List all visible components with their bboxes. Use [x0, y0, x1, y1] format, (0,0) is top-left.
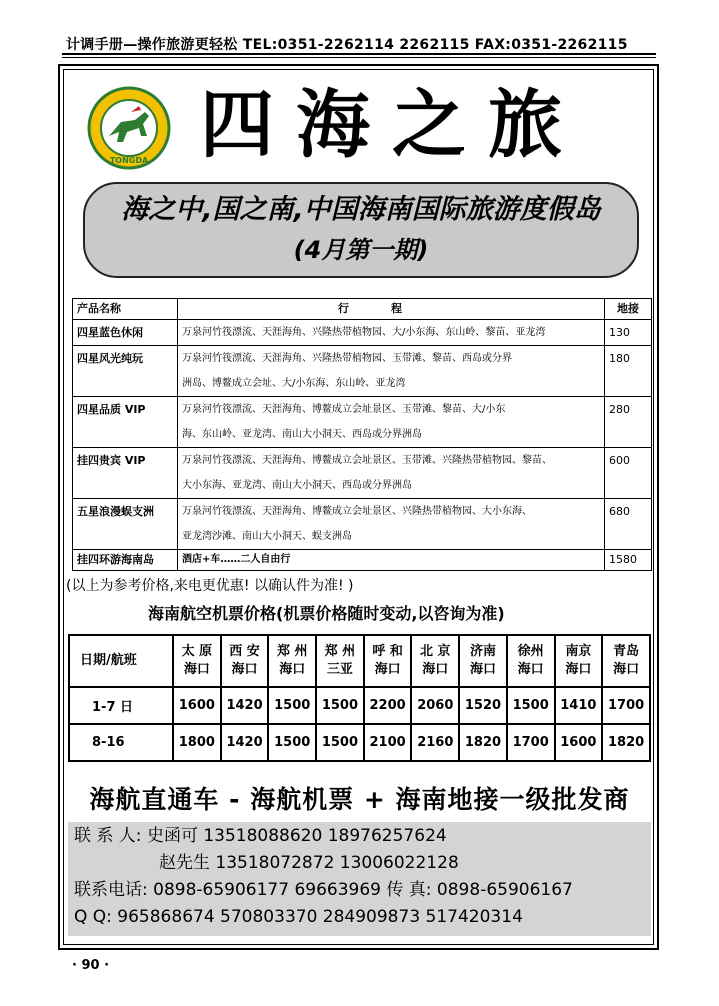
route-col: 南京 海口	[555, 635, 603, 687]
slogan-line-2: (4月第一期)	[293, 236, 429, 264]
header-bar: 计调手册—操作旅游更轻松 TEL:0351-2262114 2262115 FAX:0351-2262115	[66, 37, 628, 53]
airfare-price: 1820	[459, 724, 507, 761]
table-row	[73, 550, 652, 571]
logo-sub-text: TONGDA	[109, 156, 149, 165]
table-row	[73, 320, 652, 346]
airfare-header-row	[69, 635, 650, 687]
header-rule	[62, 53, 656, 55]
contact-box	[68, 822, 651, 936]
route-col: 郑 州 海口	[268, 635, 316, 687]
slogan-line-1: 海之中,国之南,中国海南国际旅游度假岛	[121, 194, 601, 225]
airfare-price: 1500	[316, 687, 364, 724]
contact-person-2: 赵先生 13518072872 13006022128	[159, 853, 459, 873]
airfare-price: 1420	[221, 724, 269, 761]
tour-price: 600	[605, 448, 652, 499]
tour-price: 130	[605, 320, 652, 346]
tour-table	[72, 298, 652, 571]
tour-route: 万泉河竹筏漂流、天涯海角、博鳌成立会址景区、玉带滩、兴隆热带植物园、黎苗、 大小东海、亚龙湾、南山大小洞天、西岛或分界洲岛	[178, 448, 605, 499]
header-rule-thin	[62, 57, 656, 58]
airfare-price: 1500	[316, 724, 364, 761]
contact-qq: Q Q: 965868674 570803370 284909873 517420314	[74, 907, 523, 927]
brand-title: 四海之旅	[200, 82, 584, 168]
airfare-price: 1520	[459, 687, 507, 724]
tour-price: 1580	[605, 550, 652, 571]
table-row	[73, 448, 652, 499]
tour-table-header	[73, 299, 652, 320]
airfare-price: 1410	[555, 687, 603, 724]
route-col: 北 京 海口	[411, 635, 459, 687]
airfare-price: 1500	[507, 687, 555, 724]
airfare-date: 1-7 日	[69, 687, 173, 724]
slogan-box	[83, 182, 639, 278]
tour-price: 280	[605, 397, 652, 448]
tour-route: 酒店+车……二人自由行	[178, 550, 605, 571]
airfare-price: 2100	[364, 724, 412, 761]
route-col: 青岛 海口	[602, 635, 650, 687]
tour-route: 万泉河竹筏漂流、天涯海角、博鳌成立会址景区、兴隆热带植物园、大小东海、 亚龙湾沙滩、南山大小洞天、蜈支洲岛	[178, 499, 605, 550]
page-number: · 90 ·	[72, 958, 110, 973]
airfare-price: 2160	[411, 724, 459, 761]
route-col: 西 安 海口	[221, 635, 269, 687]
airfare-price: 1500	[268, 687, 316, 724]
tour-route: 万泉河竹筏漂流、天涯海角、博鳌成立会址景区、玉带滩、黎苗、大/小东 海、东山岭、亚龙湾、南山大小洞天、西岛或分界洲岛	[178, 397, 605, 448]
route-col: 太 原 海口	[173, 635, 221, 687]
airfare-price: 1420	[221, 687, 269, 724]
airfare-price: 1600	[555, 724, 603, 761]
tour-name: 挂四环游海南岛	[73, 550, 178, 571]
table-row	[73, 499, 652, 550]
contact-phone: 联系电话: 0898-65906177 69663969 传 真: 0898-65906167	[74, 880, 573, 900]
tour-name: 四星蓝色休闲	[73, 320, 178, 346]
tongda-logo	[87, 86, 171, 170]
tour-header-name: 产品名称	[73, 299, 178, 320]
tour-header-route: 行程	[178, 299, 605, 320]
tour-route: 万泉河竹筏漂流、天涯海角、兴隆热带植物园、大/小东海、东山岭、黎苗、亚龙湾	[178, 320, 605, 346]
contact-person-1: 联 系 人: 史函可 13518088620 18976257624	[74, 826, 447, 846]
airfare-price: 1700	[602, 687, 650, 724]
tour-name: 五星浪漫蜈支洲	[73, 499, 178, 550]
tour-header-price: 地接	[605, 299, 652, 320]
table-row	[69, 724, 650, 761]
airfare-corner: 日期/航班	[69, 635, 173, 687]
tour-price: 180	[605, 346, 652, 397]
airfare-price: 1700	[507, 724, 555, 761]
airfare-price: 1800	[173, 724, 221, 761]
tour-name: 挂四贵宾 VIP	[73, 448, 178, 499]
bottom-title: 海航直通车 - 海航机票 + 海南地接一级批发商	[89, 785, 630, 814]
route-col: 济南 海口	[459, 635, 507, 687]
airfare-price: 2060	[411, 687, 459, 724]
route-col: 郑 州 三亚	[316, 635, 364, 687]
tour-price: 680	[605, 499, 652, 550]
table-row	[69, 687, 650, 724]
table-row	[73, 397, 652, 448]
tour-route: 万泉河竹筏漂流、天涯海角、兴隆热带植物园、玉带滩、黎苗、西岛或分界 洲岛、博鳌成立会址、大/小东海、东山岭、亚龙湾	[178, 346, 605, 397]
route-col: 徐州 海口	[507, 635, 555, 687]
route-col: 呼 和 海口	[364, 635, 412, 687]
airfare-price: 2200	[364, 687, 412, 724]
airfare-price: 1500	[268, 724, 316, 761]
air-table-title: 海南航空机票价格(机票价格随时变动,以咨询为准)	[148, 604, 505, 623]
price-note: (以上为参考价格,来电更优惠! 以确认件为准! )	[66, 578, 354, 594]
airfare-table	[68, 634, 651, 762]
table-row	[73, 346, 652, 397]
airfare-price: 1600	[173, 687, 221, 724]
tour-name: 四星品质 VIP	[73, 397, 178, 448]
airfare-date: 8-16	[69, 724, 173, 761]
airfare-price: 1820	[602, 724, 650, 761]
tour-name: 四星风光纯玩	[73, 346, 178, 397]
